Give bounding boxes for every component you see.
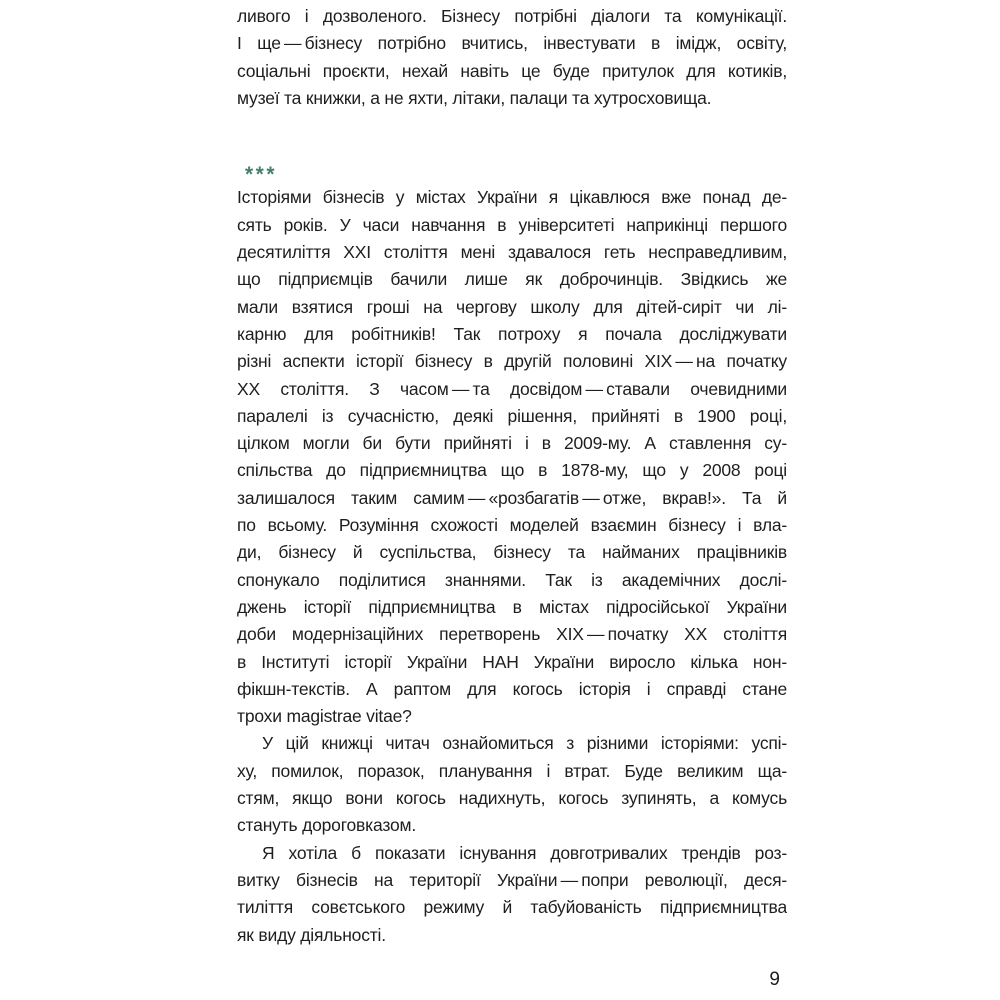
- text-line: І ще — бізнесу потрібно вчитись, інвестувати в імідж, освіту,: [237, 33, 787, 54]
- text-line: десятиліття XXI століття мені здавалося геть несправедливим,: [237, 242, 787, 263]
- text-line: залишалося таким самим — «розбагатів — отже, вкрав!». Та й: [237, 487, 787, 508]
- text-line: соціальні проєкти, нехай навіть це буде притулок для котиків,: [237, 60, 787, 81]
- text-line: в Інституті історії України НАН України виросло кілька нон-: [237, 651, 787, 672]
- text-line: джень історії підприємництва в містах підросійської України: [237, 596, 787, 617]
- text-line: спонукало поділитися знаннями. Так із академічних дослі-: [237, 569, 787, 590]
- text-line: ливого і дозволеного. Бізнесу потрібні діалоги та комунікації.: [237, 6, 787, 26]
- text-line: Історіями бізнесів у містах України я цікавлюся вже понад де-: [237, 187, 787, 208]
- text-line: по всьому. Розуміння схожості моделей взаємин бізнесу і вла-: [237, 515, 787, 536]
- text-line: мали взятися гроші на чергову школу для дітей-сиріт чи лі-: [237, 296, 787, 317]
- section-separator: [245, 157, 787, 187]
- text-line: стануть дороговказом.: [237, 815, 416, 836]
- text-line: різні аспекти історії бізнесу в другій половині XIX — на початку: [237, 351, 787, 372]
- text-line: Я хотіла б показати існування довготривалих трендів роз-: [262, 842, 787, 863]
- text-line: У цій книжці читач ознайомиться з різними історіями: успі-: [262, 733, 787, 754]
- text-line: витку бізнесів на території України — попри революції, деся-: [237, 869, 787, 890]
- page-number: 9: [769, 969, 780, 990]
- text-line: стям, якщо вони когось надихнуть, когось зупинять, а комусь: [237, 788, 787, 809]
- text-line: паралелі із сучасністю, деякі рішення, прийняті в 1900 році,: [237, 405, 787, 426]
- text-line: фікшн-текстів. А раптом для когось історія і справді стане: [237, 678, 787, 699]
- text-line: доби модернізаційних перетворень XIX — початку XX століття: [237, 624, 787, 645]
- asterisk-separator-glyphs: ***: [245, 163, 278, 187]
- text-line: тиліття совєтського режиму й табуйованість підприємництва: [237, 897, 787, 918]
- body-text: [237, 3, 787, 949]
- text-line: цілком могли би бути прийняті і в 2009-му. А ставлення су-: [237, 433, 787, 454]
- text-line: музеї та книжки, а не яхти, літаки, палаци та хутросховища.: [237, 87, 712, 108]
- text-line: ху, помилок, поразок, планування і втрат. Буде великим ща-: [237, 760, 787, 781]
- text-line: ди, бізнесу й суспільства, бізнесу та найманих працівників: [237, 542, 787, 563]
- text-line: спільства до підприємництва що в 1878-му, що у 2008 році: [237, 460, 787, 481]
- text-line: що підприємців бачили лише як доброчинців. Звідкись же: [237, 269, 787, 290]
- text-line: карню для робітників! Так потроху я почала досліджувати: [237, 323, 787, 344]
- text-line: XX століття. З часом — та досвідом — ставали очевидними: [237, 378, 787, 399]
- text-line: трохи magistrae vitae?: [237, 706, 412, 727]
- text-line: сять років. У часи навчання в університеті наприкінці першого: [237, 214, 787, 235]
- text-line: як виду діяльності.: [237, 924, 386, 945]
